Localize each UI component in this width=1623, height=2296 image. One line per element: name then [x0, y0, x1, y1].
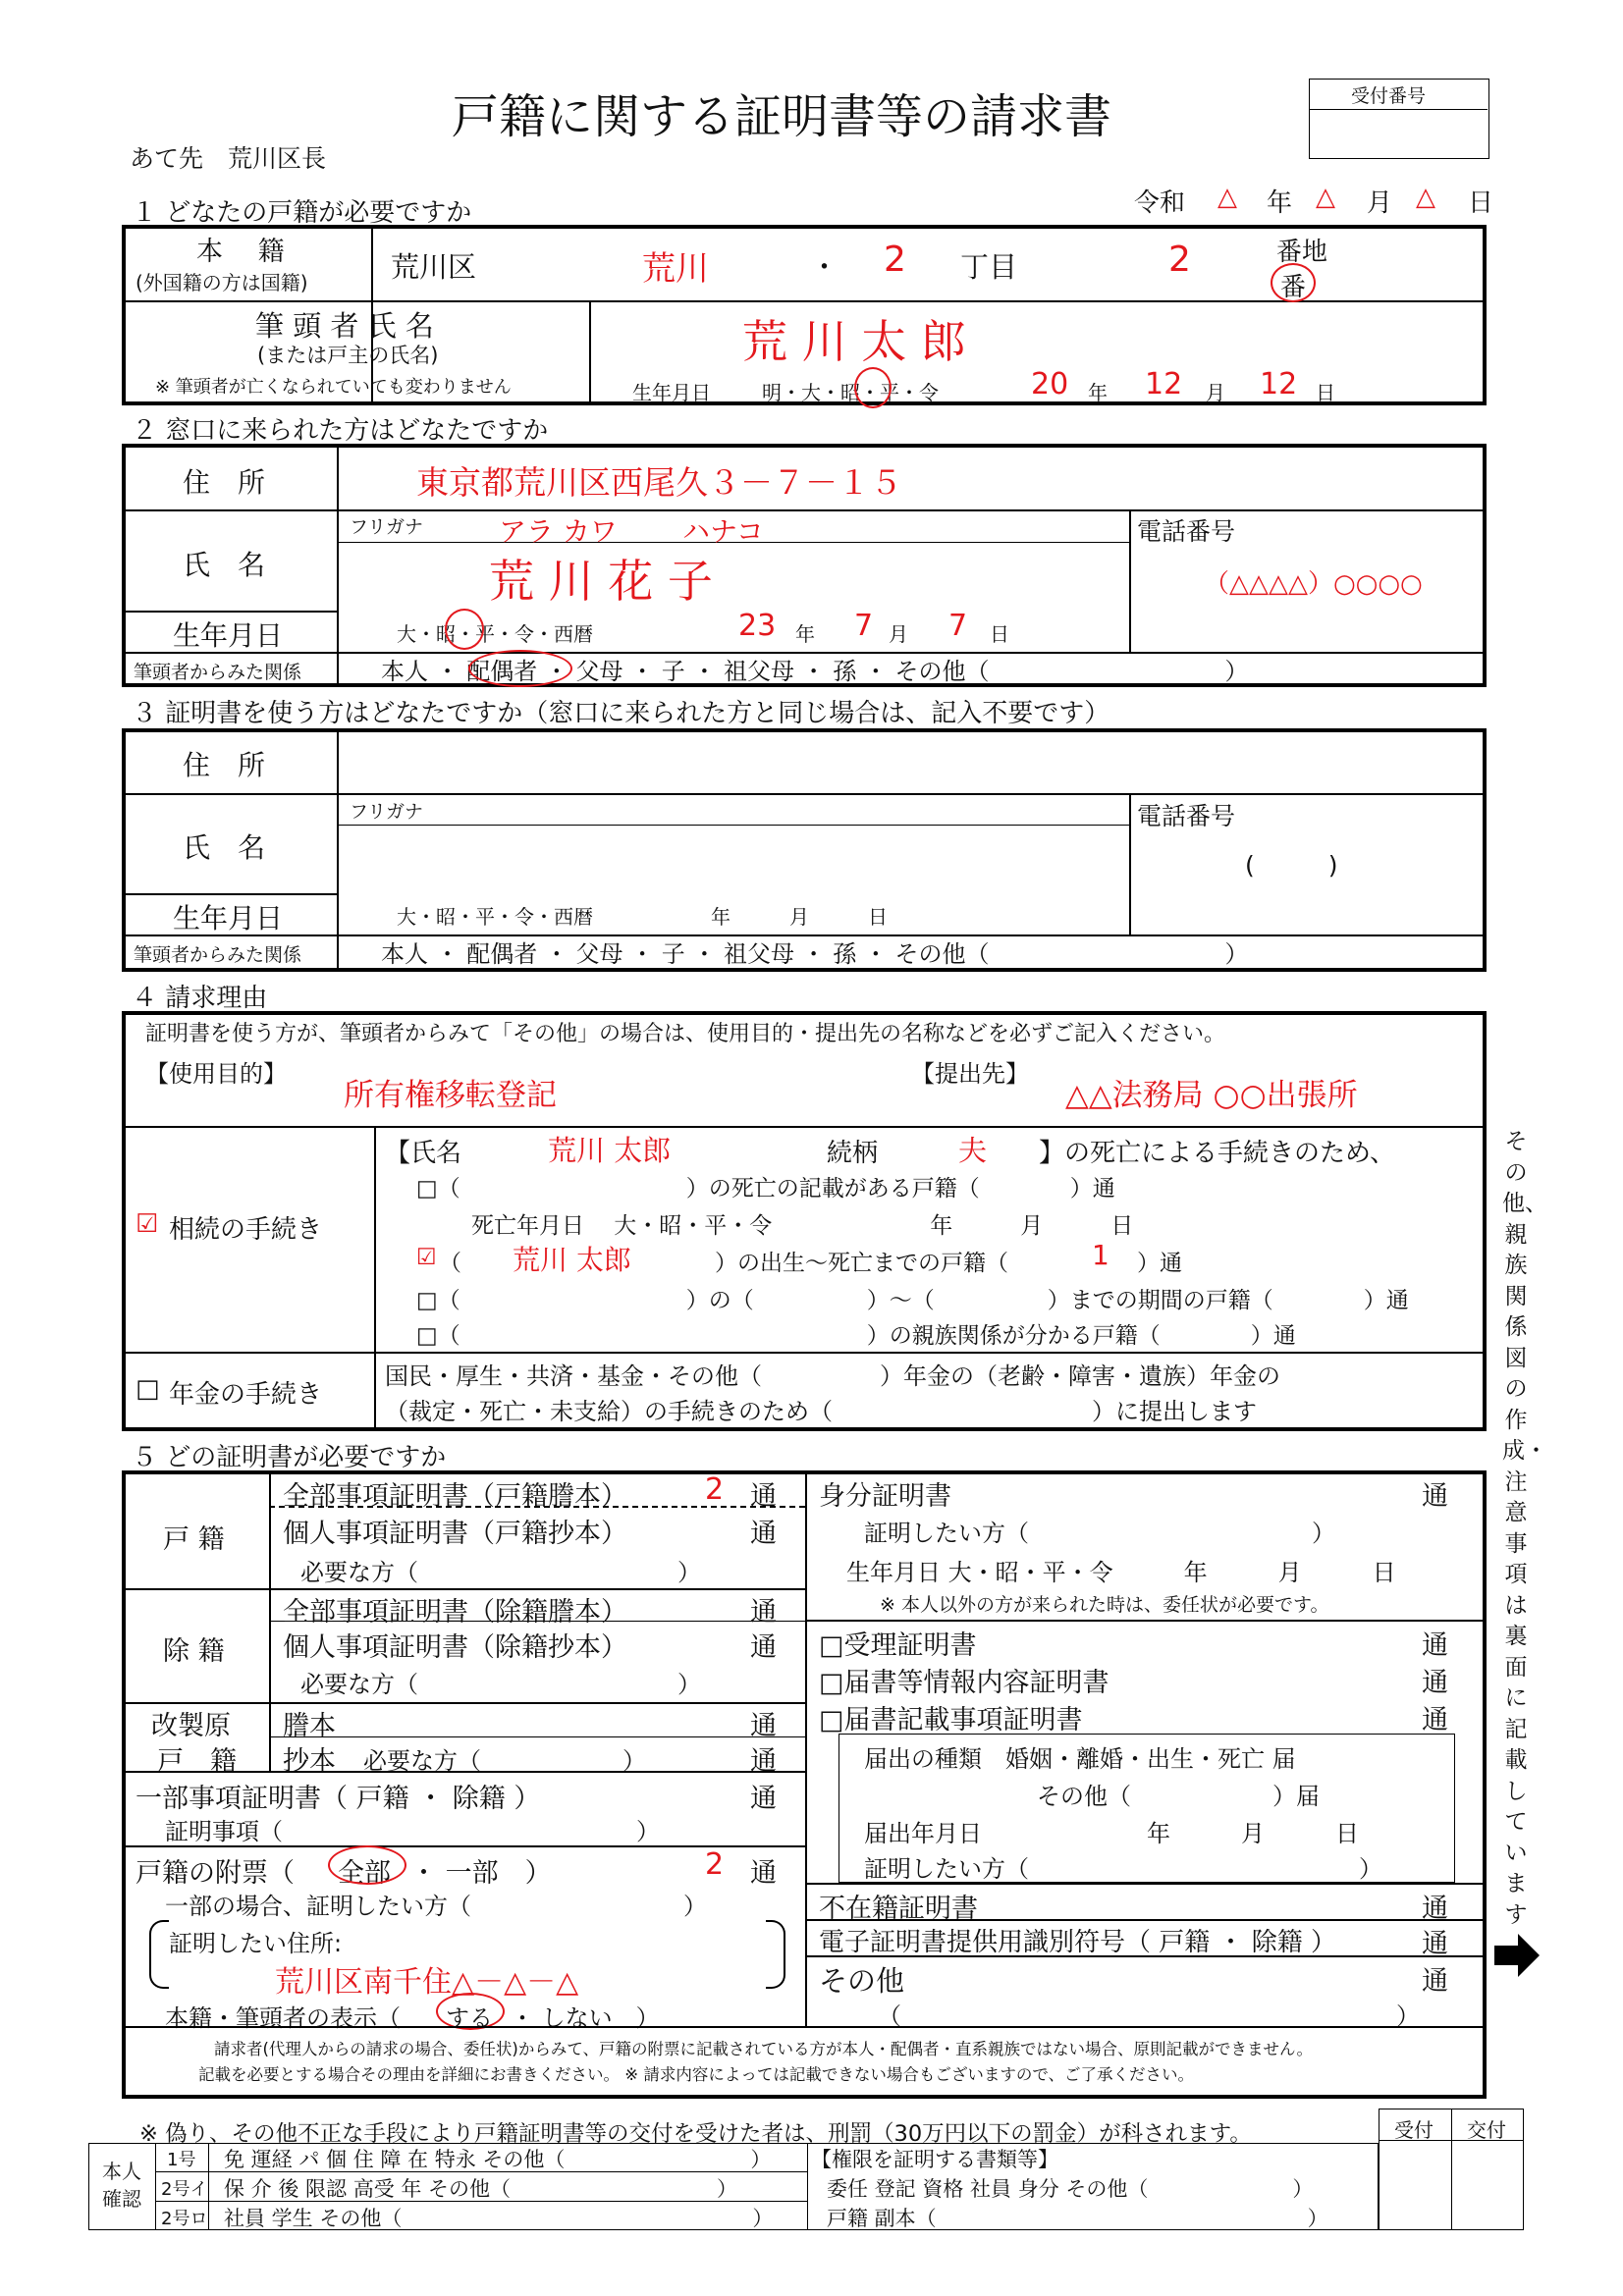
auth-row-2: 戸籍 副本（ ）	[827, 2207, 1328, 2230]
date-year-label: 年	[1267, 188, 1293, 218]
fuhyo-all-circle	[328, 1845, 406, 1885]
fuzaiseki-item: 不在籍証明書	[819, 1894, 978, 1924]
sec4-submit-value: △△法務局 ○○出張所	[1065, 1078, 1358, 1113]
sec2-furigana-given: ハナコ	[682, 515, 764, 548]
joseki-part-item: 個人事項証明書（除籍抄本）	[283, 1632, 627, 1663]
sec4-option-death-record: □（ ）の死亡の記載がある戸籍（ ）通	[416, 1176, 1115, 1201]
fraud-warning: ※ 偽り、その他不正な手段により戸籍証明書等の交付を受けた者は、刑罰（30万円以下の罰金）が科されます。	[139, 2121, 1252, 2147]
koseki-full-tsu: 通	[750, 1481, 777, 1512]
sec2-phone-label: 電話番号	[1137, 517, 1236, 546]
koseki-part-tsu: 通	[750, 1519, 777, 1549]
honseki-banchi-number: 2	[1168, 240, 1191, 280]
fuhyo-part: ・ 一部 ）	[410, 1858, 552, 1889]
honseki-label: 本 籍	[196, 237, 285, 267]
honseki-ban-label: 番	[1280, 273, 1307, 302]
sec5-footnote-1: 請求者(代理人からの請求の場合、委任状)からみて、戸籍の附票に記載されている方が本人・配偶者・直系親族ではない場合、原則記載ができません。	[214, 2040, 1314, 2058]
todoke-person: 証明したい方（ ）	[864, 1855, 1382, 1883]
sec3-relation-label: 筆頭者からみた関係	[134, 944, 302, 966]
kaisei-needed-person: 必要な方（ ）	[363, 1747, 646, 1775]
koseki-label: 戸 籍	[163, 1524, 225, 1555]
deceased-prefix: 【氏名	[385, 1139, 462, 1168]
pension-line-1: 国民・厚生・共済・基金・その他（ ）年金の（老齢・障害・遺族）年金の	[385, 1362, 1280, 1390]
sec4-option-period: □（ ）の（ ）～（ ）までの期間の戸籍（ ）通	[416, 1288, 1409, 1313]
id-row1-number: 1号	[167, 2150, 196, 2170]
deceased-relation-value: 夫	[958, 1134, 988, 1167]
kaisei-tohon: 謄本	[283, 1711, 336, 1741]
honseki-chome-number: 2	[884, 240, 906, 280]
mibun-tsu: 通	[1422, 1481, 1448, 1512]
kaisei-tohon-tsu: 通	[750, 1711, 777, 1741]
head-birth-era: 明・大・昭・平・令	[762, 381, 939, 404]
todoke-date: 届出年月日 年 月 日	[864, 1820, 1359, 1847]
sec2-birth-month-label: 月	[889, 622, 908, 646]
pension-checkbox[interactable]: □	[135, 1374, 160, 1404]
id-label-1: 本人	[102, 2160, 141, 2183]
sec4-option-death-date: 死亡年月日 大・昭・平・令 年 月 日	[471, 1213, 1134, 1239]
honseki-banchi-label: 番地	[1276, 238, 1328, 267]
side-vertical-note: その他、親族関係図の作成・注意事項は裏面に記載しています	[1502, 1129, 1547, 1928]
ichibu-tsu: 通	[750, 1784, 777, 1814]
fuhyo-all: 全部	[338, 1858, 391, 1889]
head-birth-year-label: 年	[1088, 381, 1108, 404]
sec2-birth-year: 23	[738, 609, 777, 643]
fuhyo-tsu: 通	[750, 1858, 777, 1889]
kaisei-label-1: 改製原	[151, 1711, 231, 1741]
display-no: ・ しない ）	[511, 2004, 660, 2032]
sec2-address-value: 東京都荒川区西尾久３－７－１５	[416, 463, 902, 502]
sec2-name-label: 氏 名	[183, 549, 266, 581]
deceased-suffix: 】の死亡による手続きのため、	[1039, 1139, 1395, 1168]
display-prefix: 本籍・筆頭者の表示（	[165, 2004, 401, 2032]
sec2-address-label: 住 所	[183, 466, 266, 499]
sec4-option-relatives: □（ ）の親族関係が分かる戸籍（ ）通	[416, 1323, 1296, 1349]
head-name-note: ※ 筆頭者が亡くなられていても変わりません	[155, 377, 512, 398]
todoke-info-item[interactable]: □届書等情報内容証明書	[819, 1668, 1109, 1698]
id-row2-number: 2号イ	[161, 2179, 208, 2200]
auth-label: 【権限を証明する書類等】	[811, 2148, 1058, 2171]
fuhyo-address-label: 証明したい住所:	[169, 1930, 343, 1957]
koseki-full-item: 全部事項証明書（戸籍謄本）	[283, 1481, 627, 1512]
pension-label: 年金の手続き	[169, 1380, 323, 1410]
sec4-purpose-value: 所有権移転登記	[344, 1078, 557, 1113]
addressee: あて先 荒川区長	[130, 144, 327, 173]
fuzaiseki-tsu: 通	[1422, 1894, 1448, 1924]
section-3-heading: ３ 証明書を使う方はどなたですか（窓口に来られた方と同じ場合は、記入不要です）	[132, 699, 1110, 728]
section-5-heading: ５ どの証明書が必要ですか	[132, 1443, 447, 1472]
sec2-birth-label: 生年月日	[173, 619, 284, 652]
sec4-submit-label: 【提出先】	[911, 1060, 1029, 1088]
section-4-heading: ４ 請求理由	[132, 984, 268, 1013]
sec3-furigana-label: フリガナ	[350, 801, 424, 823]
ban-selection-circle	[1271, 263, 1316, 302]
sec2-era-showa-circle	[445, 609, 484, 650]
koseki-needed-person: 必要な方（ ）	[300, 1559, 701, 1586]
sec2-name-value: 荒 川 花 子	[489, 555, 713, 608]
sec3-birth-label: 生年月日	[173, 902, 284, 934]
honseki-note: (外国籍の方は国籍)	[135, 271, 308, 294]
sec2-birth-era: 大・昭・平・令・西暦	[397, 622, 593, 646]
sec2-birth-day: 7	[948, 609, 968, 643]
honseki-town: 荒川	[642, 249, 709, 289]
denshi-tsu: 通	[1422, 1929, 1448, 1959]
sec4-option-birth-to-death-check[interactable]: ☑	[416, 1245, 437, 1270]
head-birth-label: 生年月日	[632, 381, 711, 404]
sec3-address-label: 住 所	[183, 749, 266, 781]
sec2-furigana-label: フリガナ	[350, 516, 424, 538]
sec4-option-birth-to-death-count: 1	[1092, 1239, 1109, 1271]
date-year-value: △	[1217, 183, 1237, 212]
sec2-relation-label: 筆頭者からみた関係	[134, 662, 302, 683]
honseki-ward: 荒川区	[391, 250, 477, 284]
mibun-note: ※ 本人以外の方が来られた時は、委任状が必要です。	[880, 1594, 1329, 1616]
inherit-label: 相続の手続き	[169, 1215, 323, 1245]
koseki-part-item: 個人事項証明書（戸籍抄本）	[283, 1519, 627, 1549]
display-yes: する	[446, 2004, 493, 2032]
sonota-parens: （ ）	[878, 2002, 1420, 2030]
todoke-info-tsu: 通	[1422, 1668, 1448, 1698]
fuhyo-address-value: 荒川区南千住△－△－△	[275, 1965, 579, 2000]
date-month-value: △	[1316, 183, 1335, 212]
juri-tsu: 通	[1422, 1630, 1448, 1661]
sec3-phone-label: 電話番号	[1137, 802, 1236, 830]
arrow-right-icon	[1494, 1934, 1540, 1981]
joseki-full-tsu: 通	[750, 1597, 777, 1628]
head-birth-year: 20	[1031, 367, 1069, 401]
koseki-full-count: 2	[705, 1472, 725, 1507]
pension-line-2: （裁定・死亡・未支給）の手続きのため（ ）に提出します	[385, 1398, 1257, 1425]
fuhyo-bracket-right	[766, 1920, 785, 1989]
receipt-number-box	[1309, 79, 1489, 159]
sec2-furigana-family: アラ カワ	[499, 515, 618, 548]
sec3-name-label: 氏 名	[183, 831, 266, 864]
fuhyo-bracket-left	[149, 1920, 169, 1989]
kaisei-shohon: 抄本	[283, 1746, 336, 1777]
head-birth-month-label: 月	[1206, 381, 1225, 404]
ichibu-item: 一部事項証明書（ 戸籍 ・ 除籍 ）	[135, 1784, 541, 1814]
date-day-value: △	[1416, 183, 1435, 212]
head-birth-day: 12	[1260, 367, 1298, 401]
display-yes-circle	[436, 1993, 505, 2030]
sec3-phone-parens: ( )	[1245, 851, 1338, 880]
sec2-relation-options: 本人 ・ 配偶者 ・ 父母 ・ 子 ・ 祖父母 ・ 孫 ・ その他（ ）	[381, 658, 1249, 685]
head-name-label: 筆 頭 者 氏 名	[255, 309, 434, 343]
office-uketsuke-label: 受付	[1394, 2118, 1434, 2142]
sec4-note: 証明書を使う方が、筆頭者からみて「その他」の場合は、使用目的・提出先の名称などを必ずご記入ください。	[145, 1022, 1226, 1046]
id-row3-number: 2号ロ	[161, 2209, 208, 2229]
fuhyo-partial: 一部の場合、証明したい方（ ）	[165, 1893, 707, 1920]
sec2-birth-year-label: 年	[795, 622, 815, 646]
todoke-kisai-tsu: 通	[1422, 1705, 1448, 1735]
sec4-option-birth-to-death-name: 荒川 太郎	[513, 1244, 631, 1276]
id-row2-text: 保 介 後 限認 高受 年 その他（ ）	[224, 2177, 738, 2201]
deceased-relation-label: 続柄	[827, 1139, 879, 1168]
sec2-birth-day-label: 日	[990, 622, 1009, 646]
honseki-dot: ・	[810, 250, 839, 284]
date-prefix: 令和	[1134, 188, 1186, 218]
sec2-birth-month: 7	[854, 609, 874, 643]
date-day-label: 日	[1468, 188, 1494, 218]
sec4-option-birth-to-death-open: （	[439, 1251, 461, 1276]
sec4-option-birth-to-death-mid: ）の出生～死亡までの戸籍（	[715, 1251, 1008, 1276]
page-title: 戸籍に関する証明書等の請求書	[452, 89, 1112, 144]
head-name-sublabel: (または戸主の氏名)	[257, 344, 439, 367]
id-row1-text: 免 運経 パ 個 住 障 在 特永 その他（ ）	[224, 2148, 772, 2171]
inherit-checkbox[interactable]: ☑	[135, 1209, 159, 1239]
kaisei-label-2: 戸 籍	[157, 1746, 237, 1777]
sec4-purpose-label: 【使用目的】	[145, 1060, 287, 1088]
office-kofu-label: 交付	[1467, 2118, 1506, 2142]
juri-item[interactable]: □受理証明書	[819, 1630, 977, 1661]
head-birth-day-label: 日	[1316, 381, 1335, 404]
head-name-value: 荒 川 太 郎	[742, 315, 966, 368]
mibun-person: 証明したい方（ ）	[864, 1520, 1335, 1547]
joseki-label: 除 籍	[163, 1636, 225, 1667]
date-month-label: 月	[1367, 188, 1393, 218]
joseki-needed-person: 必要な方（ ）	[300, 1671, 701, 1698]
joseki-part-tsu: 通	[750, 1632, 777, 1663]
honseki-chome-label: 丁目	[960, 250, 1018, 284]
sec5-footnote-2: 記載を必要とする場合その理由を詳細にお書きください。 ※ 請求内容によっては記載できない場合もございますので、ご了承ください。	[198, 2065, 1194, 2084]
auth-row-1: 委任 登記 資格 社員 身分 その他（ ）	[827, 2177, 1314, 2201]
fuhyo-prefix: 戸籍の附票（	[135, 1858, 295, 1889]
todoke-kisai-item[interactable]: □届書記載事項証明書	[819, 1705, 1083, 1735]
mibun-birth: 生年月日 大・昭・平・令 年 月 日	[846, 1559, 1396, 1586]
todoke-type: 届出の種類 婚姻・離婚・出生・死亡 届	[864, 1745, 1296, 1773]
head-birth-month: 12	[1145, 367, 1183, 401]
joseki-full-item: 全部事項証明書（除籍謄本）	[283, 1597, 627, 1628]
mibun-item: 身分証明書	[819, 1481, 951, 1512]
era-showa-circle	[854, 367, 892, 408]
todoke-other: その他（ ）届	[1037, 1783, 1320, 1810]
sec3-relation-options: 本人 ・ 配偶者 ・ 父母 ・ 子 ・ 祖父母 ・ 孫 ・ その他（ ）	[381, 940, 1249, 968]
sec3-birth-blank: 大・昭・平・令・西暦 年 月 日	[397, 905, 888, 929]
receipt-number-label: 受付番号	[1351, 85, 1427, 107]
kaisei-shohon-tsu: 通	[750, 1746, 777, 1777]
fuhyo-count: 2	[705, 1847, 725, 1882]
section-1-heading: １ どなたの戸籍が必要ですか	[132, 198, 472, 228]
section-2-heading: ２ 窓口に来られた方はどなたですか	[132, 416, 549, 446]
id-label-2: 確認	[102, 2187, 141, 2211]
sec2-phone-value: （△△△△）○○○○	[1204, 569, 1423, 599]
sonota-item: その他	[819, 1964, 905, 1998]
spouse-selection-circle	[468, 650, 572, 687]
deceased-name: 荒川 太郎	[548, 1134, 672, 1167]
sec4-option-birth-to-death-close: ）通	[1137, 1251, 1182, 1276]
denshi-item: 電子証明書提供用識別符号（ 戸籍 ・ 除籍 ）	[819, 1928, 1337, 1957]
id-row3-text: 社員 学生 その他（ ）	[224, 2207, 774, 2230]
ichibu-items: 証明事項（ ）	[165, 1818, 660, 1845]
sonota-tsu: 通	[1422, 1966, 1448, 1997]
